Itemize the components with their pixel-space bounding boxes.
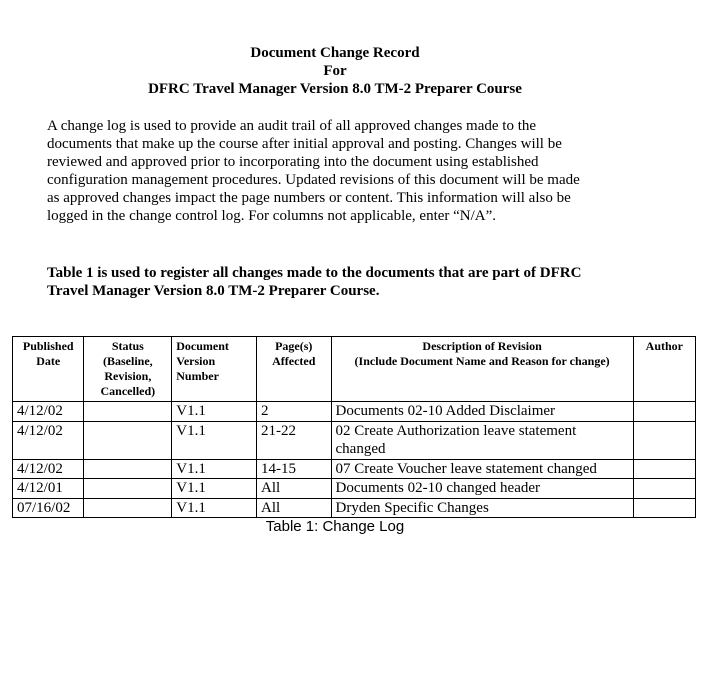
header-published-date: Published Date	[13, 337, 84, 402]
table-note-line: Travel Manager Version 8.0 TM-2 Preparer Course.	[47, 283, 380, 299]
header-status: Status (Baseline, Revision, Cancelled)	[84, 337, 172, 402]
cell-author	[633, 421, 695, 459]
table-header-row	[13, 337, 696, 402]
intro-line: logged in the change control log. For columns not applicable, enter “N/A”.	[47, 208, 497, 224]
table-row	[13, 402, 696, 422]
table-note-line: Table 1 is used to register all changes made to the documents that are part of DFRC	[47, 265, 582, 281]
header-description: Description of Revision (Include Document Name and Reason for change)	[331, 337, 633, 402]
table-row	[13, 459, 696, 479]
cell-version: V1.1	[172, 421, 257, 459]
table-note	[47, 264, 647, 300]
cell-author	[633, 459, 695, 479]
intro-paragraph	[47, 117, 647, 225]
cell-description: Documents 02-10 changed header	[331, 479, 633, 499]
cell-status	[84, 421, 172, 459]
intro-line: documents that make up the course after initial approval and posting. Changes will be	[47, 136, 562, 152]
cell-date: 4/12/01	[13, 479, 84, 499]
cell-pages: 14-15	[256, 459, 331, 479]
cell-date: 4/12/02	[13, 459, 84, 479]
document-title-for: For	[323, 63, 347, 79]
cell-version: V1.1	[172, 459, 257, 479]
cell-author	[633, 402, 695, 422]
table-caption: Table 1: Change Log	[265, 518, 405, 535]
cell-version: V1.1	[172, 498, 257, 518]
cell-pages: 21-22	[256, 421, 331, 459]
header-pages-affected: Page(s) Affected	[256, 337, 331, 402]
table-row	[13, 421, 696, 459]
cell-author	[633, 498, 695, 518]
table-row	[13, 479, 696, 499]
change-log-table	[12, 336, 696, 518]
cell-status	[84, 402, 172, 422]
cell-pages: All	[256, 479, 331, 499]
intro-line: configuration management procedures. Updated revisions of this document will be made	[47, 172, 580, 188]
header-author: Author	[633, 337, 695, 402]
cell-status	[84, 498, 172, 518]
document-title: Document Change Record	[250, 45, 420, 61]
table-row	[13, 498, 696, 518]
cell-status	[84, 459, 172, 479]
cell-author	[633, 479, 695, 499]
cell-version: V1.1	[172, 402, 257, 422]
cell-status	[84, 479, 172, 499]
cell-pages: 2	[256, 402, 331, 422]
cell-date: 07/16/02	[13, 498, 84, 518]
cell-version: V1.1	[172, 479, 257, 499]
intro-line: as approved changes impact the page numbers or content. This information will also be	[47, 190, 571, 206]
cell-description: Dryden Specific Changes	[331, 498, 633, 518]
document-subtitle: DFRC Travel Manager Version 8.0 TM-2 Preparer Course	[148, 81, 522, 97]
cell-description: 07 Create Voucher leave statement changed	[331, 459, 633, 479]
cell-description: Documents 02-10 Added Disclaimer	[331, 402, 633, 422]
header-document-version: Document Version Number	[172, 337, 257, 402]
intro-line: reviewed and approved prior to incorporating into the document using established	[47, 154, 539, 170]
cell-date: 4/12/02	[13, 402, 84, 422]
cell-pages: All	[256, 498, 331, 518]
cell-date: 4/12/02	[13, 421, 84, 459]
cell-description: 02 Create Authorization leave statement changed	[331, 421, 633, 459]
intro-line: A change log is used to provide an audit trail of all approved changes made to the	[47, 118, 537, 134]
